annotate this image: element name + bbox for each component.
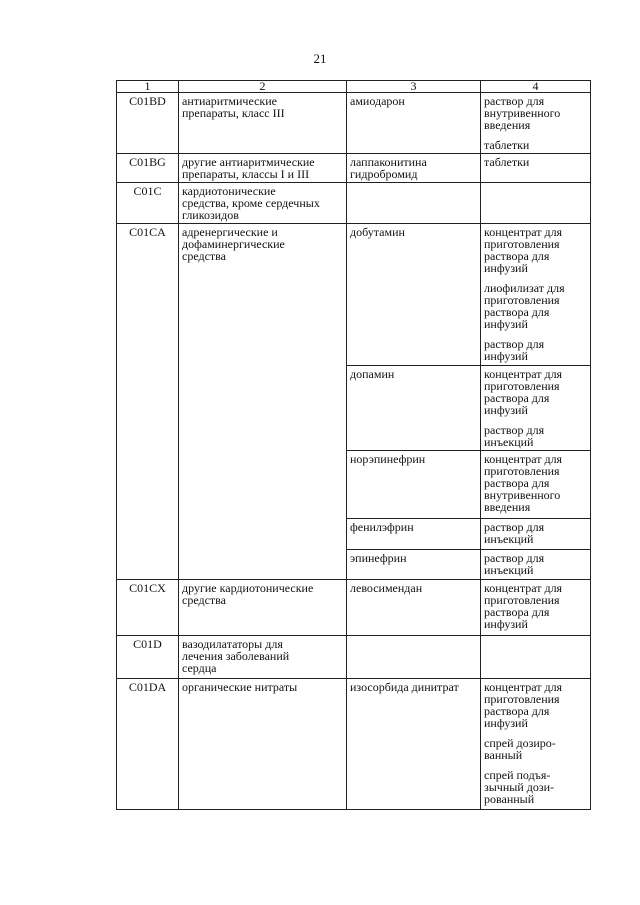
dosage-form [484, 769, 587, 805]
dosage-form [484, 681, 587, 729]
text-line: кардиотонические [182, 184, 276, 198]
text-line: сердца [182, 661, 217, 675]
table-header-row [117, 81, 591, 93]
text-line: раствора для [484, 391, 550, 405]
drug-name [347, 679, 481, 810]
text-line: раствор для [484, 551, 545, 565]
drug-name [347, 636, 481, 679]
text-line: другие кардиотонические [182, 581, 314, 595]
text-line: раствор для [484, 337, 545, 351]
table-row [117, 93, 591, 154]
text-line: раствор для [484, 423, 545, 437]
text-line: инфузий [484, 617, 528, 631]
text-line: инъекций [484, 563, 534, 577]
text-line: приготовления [484, 464, 560, 478]
atc-code: C01BG [117, 154, 179, 183]
text-line: инфузий [484, 403, 528, 417]
atc-code: C01CA [117, 224, 179, 580]
text-line: введения [484, 500, 531, 514]
table-row [117, 183, 591, 224]
dosage-form [484, 552, 587, 576]
dosage-form [484, 156, 587, 168]
group-name [179, 679, 347, 810]
drug-name [347, 550, 481, 580]
text-line: приготовления [484, 692, 560, 706]
text-line: внутривенного [484, 488, 561, 502]
drug-table [116, 80, 591, 810]
text-line: концентрат для [484, 225, 563, 239]
dosage-form [484, 424, 587, 448]
text-line: спрей дозиро- [484, 736, 556, 750]
text-line: внутривенного [484, 106, 561, 120]
text-line: норэпинефрин [350, 452, 426, 466]
dosage-form [484, 95, 587, 131]
group-name [179, 580, 347, 636]
text-line: другие антиаритмические [182, 155, 315, 169]
text-line: таблетки [484, 138, 530, 152]
drug-name [347, 93, 481, 154]
text-line: средства, кроме сердечных [182, 196, 320, 210]
text-line: инфузий [484, 317, 528, 331]
text-line: приготовления [484, 293, 560, 307]
text-line: зычный дози- [484, 780, 555, 794]
text-line: инъекций [484, 532, 534, 546]
text-line: спрей подъя- [484, 768, 551, 782]
table-row [117, 224, 591, 366]
dosage-forms [481, 154, 591, 183]
text-line: левосимендан [350, 581, 423, 595]
group-name [179, 224, 347, 580]
dosage-forms [481, 183, 591, 224]
text-line: средства [182, 593, 227, 607]
table-row [117, 636, 591, 679]
dosage-forms [481, 580, 591, 636]
text-line: препараты, классы I и III [182, 167, 310, 181]
text-line: лиофилизат для [484, 281, 565, 295]
drug-name [347, 154, 481, 183]
text-line: приготовления [484, 237, 560, 251]
text-line: дофаминергические [182, 237, 285, 251]
text-line: инфузий [484, 261, 528, 275]
text-line: раствор для [484, 94, 545, 108]
atc-code: C01D [117, 636, 179, 679]
text-line: приготовления [484, 379, 560, 393]
text-line: введения [484, 118, 531, 132]
text-line: амиодарон [350, 94, 405, 108]
text-line: эпинефрин [350, 551, 407, 565]
text-line: изосорбида динитрат [350, 680, 459, 694]
text-line: антиаритмические [182, 94, 277, 108]
text-line: раствора для [484, 476, 550, 490]
drug-name [347, 224, 481, 366]
column-number-3: 3 [347, 81, 481, 93]
dosage-form [484, 282, 587, 330]
text-line: раствора для [484, 305, 550, 319]
text-line: приготовления [484, 593, 560, 607]
text-line: раствора для [484, 249, 550, 263]
dosage-form [484, 453, 587, 513]
text-line: средства [182, 249, 227, 263]
dosage-form [484, 737, 587, 761]
text-line: инфузий [484, 349, 528, 363]
dosage-forms [481, 93, 591, 154]
text-line: гликозидов [182, 208, 239, 222]
drug-name [347, 519, 481, 550]
drug-name [347, 580, 481, 636]
text-line: допамин [350, 367, 395, 381]
group-name [179, 636, 347, 679]
column-number-1: 1 [117, 81, 179, 93]
dosage-forms [481, 451, 591, 519]
dosage-forms [481, 636, 591, 679]
table-row [117, 580, 591, 636]
text-line: концентрат для [484, 581, 563, 595]
text-line: органические нитраты [182, 680, 298, 694]
column-number-4: 4 [481, 81, 591, 93]
table-row [117, 154, 591, 183]
text-line: раствора для [484, 605, 550, 619]
text-line: инъекций [484, 435, 534, 449]
group-name [179, 154, 347, 183]
text-line: вазодилататоры для [182, 637, 283, 651]
dosage-forms [481, 366, 591, 451]
group-name [179, 183, 347, 224]
text-line: рованный [484, 792, 535, 806]
dosage-forms [481, 550, 591, 580]
column-number-2: 2 [179, 81, 347, 93]
page-number: 21 [313, 51, 327, 66]
dosage-forms [481, 679, 591, 810]
dosage-form [484, 582, 587, 630]
drug-name [347, 451, 481, 519]
table-row [117, 679, 591, 810]
text-line: адренергические и [182, 225, 278, 239]
text-line: лечения заболеваний [182, 649, 290, 663]
dosage-form [484, 226, 587, 274]
text-line: препараты, класс III [182, 106, 285, 120]
text-line: гидробромид [350, 167, 418, 181]
group-name [179, 93, 347, 154]
text-line: раствора для [484, 704, 550, 718]
atc-code: C01C [117, 183, 179, 224]
text-line: лаппаконитина [350, 155, 427, 169]
text-line: концентрат для [484, 452, 563, 466]
dosage-form [484, 521, 587, 545]
dosage-forms [481, 519, 591, 550]
dosage-form [484, 338, 587, 362]
drug-name [347, 366, 481, 451]
text-line: добутамин [350, 225, 405, 239]
drug-name [347, 183, 481, 224]
text-line: ванный [484, 748, 523, 762]
text-line: таблетки [484, 155, 530, 169]
atc-code: C01DA [117, 679, 179, 810]
dosage-forms [481, 224, 591, 366]
atc-code: C01CX [117, 580, 179, 636]
text-line: фенилэфрин [350, 520, 414, 534]
text-line: концентрат для [484, 367, 563, 381]
text-line: концентрат для [484, 680, 563, 694]
text-line: раствор для [484, 520, 545, 534]
dosage-form [484, 368, 587, 416]
atc-code: C01BD [117, 93, 179, 154]
text-line: инфузий [484, 716, 528, 730]
dosage-form [484, 139, 587, 151]
